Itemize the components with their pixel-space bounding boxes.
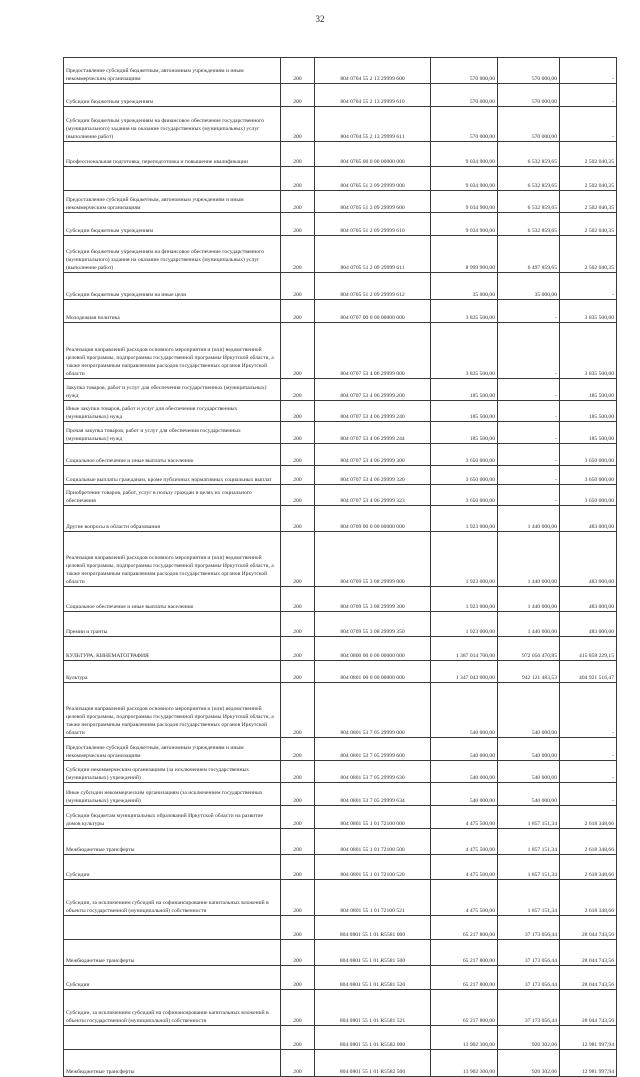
row-approved-amount: 65 217 800,00 — [431, 940, 498, 966]
row-budget-classification-code: 804 0801 55 1 01 R5581 000 — [315, 916, 431, 940]
row-unexecuted-amount: - — [560, 84, 617, 107]
row-name: Премии и гранты — [64, 612, 281, 637]
row-line-code: 200 — [281, 213, 315, 236]
row-unexecuted-amount: 483 000,00 — [560, 587, 617, 612]
row-executed-amount: 920 302,06 — [498, 1026, 560, 1050]
row-unexecuted-amount: - — [560, 783, 617, 806]
row-unexecuted-amount: 28 044 743,56 — [560, 916, 617, 940]
row-unexecuted-amount: 2 618 348,66 — [560, 880, 617, 916]
table-row — [64, 379, 617, 401]
row-executed-amount: 570 000,00 — [498, 107, 560, 142]
row-name: Другие вопросы в области образования — [64, 506, 281, 532]
row-executed-amount: 1 857 151,34 — [498, 806, 560, 829]
row-unexecuted-amount: 28 044 743,56 — [560, 990, 617, 1026]
row-unexecuted-amount: 2 502 040,35 — [560, 167, 617, 191]
table-row — [64, 532, 617, 587]
row-unexecuted-amount: 28 044 743,56 — [560, 940, 617, 966]
row-executed-amount: 37 173 056,44 — [498, 990, 560, 1026]
row-line-code: 200 — [281, 1050, 315, 1077]
row-executed-amount: 6 532 859,65 — [498, 213, 560, 236]
row-approved-amount: 1 923 000,00 — [431, 612, 498, 637]
row-line-code: 200 — [281, 273, 315, 300]
row-unexecuted-amount: 483 000,00 — [560, 506, 617, 532]
row-budget-classification-code: 804 0705 51 2 09 29999 000 — [315, 167, 431, 191]
row-budget-classification-code: 804 0705 51 2 09 29999 612 — [315, 273, 431, 300]
row-executed-amount: 1 440 000,00 — [498, 532, 560, 587]
row-executed-amount: 6 532 859,65 — [498, 142, 560, 167]
row-executed-amount: 1 440 000,00 — [498, 506, 560, 532]
row-unexecuted-amount: 404 921 516,47 — [560, 661, 617, 683]
row-approved-amount: 570 000,00 — [431, 84, 498, 107]
table-row — [64, 107, 617, 142]
row-executed-amount: 570 000,00 — [498, 84, 560, 107]
row-approved-amount: 3 650 000,00 — [431, 444, 498, 466]
row-budget-classification-code: 804 0801 53 7 05 29999 630 — [315, 761, 431, 783]
row-name: Межбюджетные трансферты — [64, 1050, 281, 1077]
row-name: Субсидии бюджетным учреждениям на финансовое обеспечение государственного (муниципального) задания на оказание государственных (муниципальных) услуг (выполнение работ) — [64, 236, 281, 273]
row-name: Межбюджетные трансферты — [64, 940, 281, 966]
row-line-code: 200 — [281, 422, 315, 444]
table-row — [64, 637, 617, 661]
row-budget-classification-code: 804 0707 53 4 06 29999 000 — [315, 323, 431, 379]
row-name: Иные закупки товаров, работ и услуг для обеспечения государственных (муниципальных) нужд — [64, 401, 281, 422]
table-row — [64, 829, 617, 855]
row-executed-amount: 35 000,00 — [498, 273, 560, 300]
row-budget-classification-code: 804 0707 53 4 06 29999 323 — [315, 485, 431, 506]
row-budget-classification-code: 804 0801 55 1 01 R5581 521 — [315, 990, 431, 1026]
row-executed-amount: 972 056 470,85 — [498, 637, 560, 661]
row-budget-classification-code: 804 0801 55 1 01 72100 521 — [315, 880, 431, 916]
row-line-code: 200 — [281, 191, 315, 213]
row-line-code: 200 — [281, 661, 315, 683]
row-approved-amount: 540 000,00 — [431, 761, 498, 783]
row-budget-classification-code: 804 0705 51 2 09 29999 610 — [315, 213, 431, 236]
row-approved-amount: 35 000,00 — [431, 273, 498, 300]
row-unexecuted-amount: 2 502 040,35 — [560, 142, 617, 167]
row-budget-classification-code: 804 0801 55 1 01 R5582 500 — [315, 1050, 431, 1077]
row-budget-classification-code: 804 0801 55 1 01 R5581 520 — [315, 966, 431, 990]
row-unexecuted-amount: 2 502 040,35 — [560, 213, 617, 236]
row-unexecuted-amount: - — [560, 273, 617, 300]
row-approved-amount: 540 000,00 — [431, 783, 498, 806]
row-name: Субсидии, за исключением субсидий на софинансирование капитальных вложений в объекты государственной (муниципальной) собственности — [64, 990, 281, 1026]
row-approved-amount: 1 923 000,00 — [431, 532, 498, 587]
table-row — [64, 761, 617, 783]
row-unexecuted-amount: - — [560, 738, 617, 761]
row-line-code: 200 — [281, 783, 315, 806]
row-line-code: 200 — [281, 966, 315, 990]
row-name: Предоставление субсидий бюджетным, автономным учреждениям и иным некоммерческим организациям — [64, 191, 281, 213]
row-line-code: 200 — [281, 107, 315, 142]
row-budget-classification-code: 804 0704 55 2 13 29999 600 — [315, 58, 431, 84]
row-approved-amount: 1 387 014 700,00 — [431, 637, 498, 661]
row-budget-classification-code: 804 0801 53 7 05 29999 600 — [315, 738, 431, 761]
row-approved-amount: 540 000,00 — [431, 738, 498, 761]
row-unexecuted-amount: 3 650 000,00 — [560, 485, 617, 506]
row-approved-amount: 1 923 000,00 — [431, 587, 498, 612]
row-line-code: 200 — [281, 379, 315, 401]
row-unexecuted-amount: 415 858 229,15 — [560, 637, 617, 661]
row-unexecuted-amount: 3 650 000,00 — [560, 444, 617, 466]
row-executed-amount: - — [498, 444, 560, 466]
row-line-code: 200 — [281, 587, 315, 612]
table-row — [64, 587, 617, 612]
table-row — [64, 506, 617, 532]
table-row — [64, 990, 617, 1026]
row-executed-amount: - — [498, 300, 560, 323]
row-budget-classification-code: 804 0801 53 7 05 29999 634 — [315, 783, 431, 806]
row-approved-amount: 185 500,00 — [431, 379, 498, 401]
row-line-code: 200 — [281, 761, 315, 783]
table-row — [64, 612, 617, 637]
row-executed-amount: - — [498, 323, 560, 379]
row-budget-classification-code: 804 0707 53 4 06 29999 244 — [315, 422, 431, 444]
row-name: Предоставление субсидий бюджетным, автономным учреждениям и иным некоммерческим организациям — [64, 58, 281, 84]
row-executed-amount: - — [498, 379, 560, 401]
row-executed-amount: 37 173 056,44 — [498, 916, 560, 940]
row-approved-amount: 65 217 800,00 — [431, 990, 498, 1026]
row-executed-amount: - — [498, 422, 560, 444]
row-line-code: 200 — [281, 84, 315, 107]
table-row — [64, 84, 617, 107]
table-row — [64, 58, 617, 84]
row-approved-amount: 540 000,00 — [431, 683, 498, 738]
table-row — [64, 661, 617, 683]
row-name: Молодежная политика — [64, 300, 281, 323]
row-budget-classification-code: 804 0801 55 1 01 R5582 000 — [315, 1026, 431, 1050]
row-line-code: 200 — [281, 637, 315, 661]
row-name: Социальные выплаты гражданам, кроме публичных нормативных социальных выплат — [64, 466, 281, 485]
row-approved-amount: 3 650 000,00 — [431, 466, 498, 485]
row-name: Субсидии — [64, 855, 281, 880]
row-line-code: 200 — [281, 142, 315, 167]
row-unexecuted-amount: 3 835 500,00 — [560, 323, 617, 379]
row-executed-amount: - — [498, 485, 560, 506]
row-unexecuted-amount: 185 500,00 — [560, 401, 617, 422]
row-executed-amount: 920 302,06 — [498, 1050, 560, 1077]
row-line-code: 200 — [281, 612, 315, 637]
row-line-code: 200 — [281, 466, 315, 485]
row-line-code: 200 — [281, 58, 315, 84]
row-unexecuted-amount: 12 981 997,94 — [560, 1026, 617, 1050]
row-executed-amount: 942 121 483,53 — [498, 661, 560, 683]
table-row — [64, 422, 617, 444]
row-unexecuted-amount: - — [560, 761, 617, 783]
table-row — [64, 880, 617, 916]
table-row — [64, 300, 617, 323]
row-budget-classification-code: 804 0801 55 1 01 72100 500 — [315, 829, 431, 855]
row-budget-classification-code: 804 0801 55 1 01 R5581 500 — [315, 940, 431, 966]
row-name: Социальное обеспечение и иные выплаты населению — [64, 444, 281, 466]
row-unexecuted-amount: - — [560, 683, 617, 738]
row-name — [64, 1026, 281, 1050]
row-approved-amount: 4 475 500,00 — [431, 880, 498, 916]
row-budget-classification-code: 804 0801 55 1 01 72100 000 — [315, 806, 431, 829]
table-row — [64, 142, 617, 167]
row-line-code: 200 — [281, 990, 315, 1026]
table-row — [64, 191, 617, 213]
row-line-code: 200 — [281, 738, 315, 761]
row-unexecuted-amount: 2 618 348,66 — [560, 855, 617, 880]
row-name — [64, 167, 281, 191]
row-executed-amount: 1 440 000,00 — [498, 612, 560, 637]
row-name: Субсидии, за исключением субсидий на софинансирование капитальных вложений в объекты государственной (муниципальной) собственности — [64, 880, 281, 916]
row-budget-classification-code: 804 0704 55 2 13 29999 610 — [315, 84, 431, 107]
row-budget-classification-code: 804 0709 55 3 08 29999 000 — [315, 532, 431, 587]
row-approved-amount: 65 217 800,00 — [431, 966, 498, 990]
row-unexecuted-amount: 483 000,00 — [560, 612, 617, 637]
table-row — [64, 1050, 617, 1077]
row-line-code: 200 — [281, 1026, 315, 1050]
row-budget-classification-code: 804 0801 53 7 05 29999 000 — [315, 683, 431, 738]
row-approved-amount: 13 902 300,00 — [431, 1026, 498, 1050]
row-unexecuted-amount: 2 618 348,66 — [560, 806, 617, 829]
row-unexecuted-amount: 2 502 040,35 — [560, 236, 617, 273]
row-budget-classification-code: 804 0707 53 4 06 29999 320 — [315, 466, 431, 485]
table-row — [64, 783, 617, 806]
row-executed-amount: 540 000,00 — [498, 783, 560, 806]
row-name: Закупка товаров, работ и услуг для обеспечения государственных (муниципальных) нужд — [64, 379, 281, 401]
page-number: 32 — [315, 14, 325, 24]
table-row — [64, 401, 617, 422]
row-executed-amount: 1 857 151,34 — [498, 855, 560, 880]
row-line-code: 200 — [281, 485, 315, 506]
row-name: Субсидии бюджетным учреждениям — [64, 213, 281, 236]
row-line-code: 200 — [281, 444, 315, 466]
row-approved-amount: 3 835 500,00 — [431, 323, 498, 379]
row-name: КУЛЬТУРА, КИНЕМАТОГРАФИЯ — [64, 637, 281, 661]
row-unexecuted-amount: 2 618 348,66 — [560, 829, 617, 855]
row-budget-classification-code: 804 0709 55 3 08 29999 300 — [315, 587, 431, 612]
row-budget-classification-code: 804 0801 00 0 00 00000 000 — [315, 661, 431, 683]
table-row — [64, 916, 617, 940]
row-line-code: 200 — [281, 916, 315, 940]
row-unexecuted-amount: 12 981 997,94 — [560, 1050, 617, 1077]
row-budget-classification-code: 804 0704 55 2 13 29999 611 — [315, 107, 431, 142]
row-budget-classification-code: 804 0705 51 2 09 29999 611 — [315, 236, 431, 273]
row-executed-amount: 1 857 151,34 — [498, 880, 560, 916]
row-name: Социальное обеспечение и иные выплаты населению — [64, 587, 281, 612]
budget-table — [63, 57, 617, 1077]
row-approved-amount: 3 835 500,00 — [431, 300, 498, 323]
row-executed-amount: 540 000,00 — [498, 738, 560, 761]
row-approved-amount: 570 000,00 — [431, 107, 498, 142]
row-name — [64, 916, 281, 940]
row-name: Субсидии бюджетным учреждениям на финансовое обеспечение государственного (муниципального) задания на оказание государственных (муниципальных) услуг (выполнение работ) — [64, 107, 281, 142]
row-approved-amount: 4 475 500,00 — [431, 829, 498, 855]
row-approved-amount: 65 217 800,00 — [431, 916, 498, 940]
row-approved-amount: 1 923 000,00 — [431, 506, 498, 532]
table-row — [64, 167, 617, 191]
row-unexecuted-amount: 483 000,00 — [560, 532, 617, 587]
row-budget-classification-code: 804 0705 51 2 09 29999 600 — [315, 191, 431, 213]
row-approved-amount: 9 034 900,00 — [431, 167, 498, 191]
row-name: Приобретение товаров, работ, услуг в пользу граждан в целях их социального обеспечения — [64, 485, 281, 506]
row-name: Субсидии — [64, 966, 281, 990]
row-executed-amount: 570 000,00 — [498, 58, 560, 84]
table-row — [64, 806, 617, 829]
row-line-code: 200 — [281, 829, 315, 855]
row-approved-amount: 9 034 900,00 — [431, 213, 498, 236]
row-budget-classification-code: 804 0707 53 4 06 29999 200 — [315, 379, 431, 401]
row-approved-amount: 9 034 900,00 — [431, 191, 498, 213]
row-line-code: 200 — [281, 323, 315, 379]
row-unexecuted-amount: 185 500,00 — [560, 379, 617, 401]
row-approved-amount: 4 475 500,00 — [431, 855, 498, 880]
row-executed-amount: 1 440 000,00 — [498, 587, 560, 612]
row-line-code: 200 — [281, 880, 315, 916]
row-approved-amount: 570 000,00 — [431, 58, 498, 84]
row-line-code: 200 — [281, 401, 315, 422]
table-row — [64, 485, 617, 506]
table-row — [64, 466, 617, 485]
table-row — [64, 738, 617, 761]
row-approved-amount: 3 650 000,00 — [431, 485, 498, 506]
row-unexecuted-amount: 3 835 500,00 — [560, 300, 617, 323]
row-approved-amount: 185 500,00 — [431, 422, 498, 444]
table-row — [64, 1026, 617, 1050]
row-name: Реализация направлений расходов основного мероприятия и (или) ведомственной целевой программы, подпрограммы государственной программы Иркутской области, а также непрограммным направлениям расходов государственных органов Иркутской области — [64, 532, 281, 587]
table-row — [64, 940, 617, 966]
row-line-code: 200 — [281, 806, 315, 829]
row-line-code: 200 — [281, 940, 315, 966]
row-approved-amount: 8 999 900,00 — [431, 236, 498, 273]
row-executed-amount: - — [498, 466, 560, 485]
row-approved-amount: 4 475 500,00 — [431, 806, 498, 829]
row-unexecuted-amount: - — [560, 107, 617, 142]
row-name: Предоставление субсидий бюджетным, автономным учреждениям и иным некоммерческим организациям — [64, 738, 281, 761]
table-row — [64, 855, 617, 880]
row-name: Реализация направлений расходов основного мероприятия и (или) ведомственной целевой программы, подпрограммы государственной программы Иркутской области, а также непрограммным направлениям расходов государственных органов Иркутской области — [64, 323, 281, 379]
row-name: Иные субсидии некоммерческим организациям (за исключением государственных (муниципальных) учреждений) — [64, 783, 281, 806]
row-line-code: 200 — [281, 300, 315, 323]
row-budget-classification-code: 804 0709 55 3 08 29999 350 — [315, 612, 431, 637]
row-executed-amount: 6 532 859,65 — [498, 167, 560, 191]
row-executed-amount: - — [498, 401, 560, 422]
row-name: Межбюджетные трансферты — [64, 829, 281, 855]
row-budget-classification-code: 804 0707 53 4 06 29999 300 — [315, 444, 431, 466]
row-executed-amount: 6 497 859,65 — [498, 236, 560, 273]
row-name: Субсидии бюджетным учреждениям на иные цели — [64, 273, 281, 300]
row-approved-amount: 1 347 043 000,00 — [431, 661, 498, 683]
row-approved-amount: 13 902 300,00 — [431, 1050, 498, 1077]
row-name: Субсидии некоммерческим организациям (за исключением государственных (муниципальных) учреждений) — [64, 761, 281, 783]
row-name: Культура — [64, 661, 281, 683]
row-executed-amount: 37 173 056,44 — [498, 940, 560, 966]
row-unexecuted-amount: 3 650 000,00 — [560, 466, 617, 485]
row-name: Профессиональная подготовка, переподготовка и повышение квалификации — [64, 142, 281, 167]
row-executed-amount: 540 000,00 — [498, 683, 560, 738]
table-row — [64, 966, 617, 990]
row-line-code: 200 — [281, 855, 315, 880]
table-row — [64, 444, 617, 466]
row-name: Реализация направлений расходов основного мероприятия и (или) ведомственной целевой программы, подпрограммы государственной программы Иркутской области, а также непрограммным направлениям расходов государственных органов Иркутской области — [64, 683, 281, 738]
table-row — [64, 683, 617, 738]
row-name: Прочая закупка товаров, работ и услуг для обеспечения государственных (муниципальных) нужд — [64, 422, 281, 444]
row-line-code: 200 — [281, 506, 315, 532]
table-row — [64, 236, 617, 273]
row-line-code: 200 — [281, 236, 315, 273]
row-unexecuted-amount: 2 502 040,35 — [560, 191, 617, 213]
row-budget-classification-code: 804 0800 00 0 00 00000 000 — [315, 637, 431, 661]
row-approved-amount: 9 034 900,00 — [431, 142, 498, 167]
row-budget-classification-code: 804 0705 00 0 00 00000 000 — [315, 142, 431, 167]
row-budget-classification-code: 804 0707 53 4 06 29999 240 — [315, 401, 431, 422]
row-unexecuted-amount: 28 044 743,56 — [560, 966, 617, 990]
row-executed-amount: 37 173 056,44 — [498, 966, 560, 990]
row-line-code: 200 — [281, 683, 315, 738]
row-executed-amount: 6 532 859,65 — [498, 191, 560, 213]
row-line-code: 200 — [281, 167, 315, 191]
row-unexecuted-amount: - — [560, 58, 617, 84]
row-approved-amount: 185 500,00 — [431, 401, 498, 422]
row-executed-amount: 540 000,00 — [498, 761, 560, 783]
row-unexecuted-amount: 185 500,00 — [560, 422, 617, 444]
row-line-code: 200 — [281, 532, 315, 587]
table-row — [64, 273, 617, 300]
row-budget-classification-code: 804 0801 55 1 01 72100 520 — [315, 855, 431, 880]
row-executed-amount: 1 857 151,34 — [498, 829, 560, 855]
row-budget-classification-code: 804 0707 00 0 00 00000 000 — [315, 300, 431, 323]
row-name: Субсидии бюджетам муниципальных образований Иркутской области на развитие домов культуры — [64, 806, 281, 829]
table-row — [64, 323, 617, 379]
row-name: Субсидии бюджетным учреждениям — [64, 84, 281, 107]
row-budget-classification-code: 804 0709 00 0 00 00000 000 — [315, 506, 431, 532]
table-row — [64, 213, 617, 236]
